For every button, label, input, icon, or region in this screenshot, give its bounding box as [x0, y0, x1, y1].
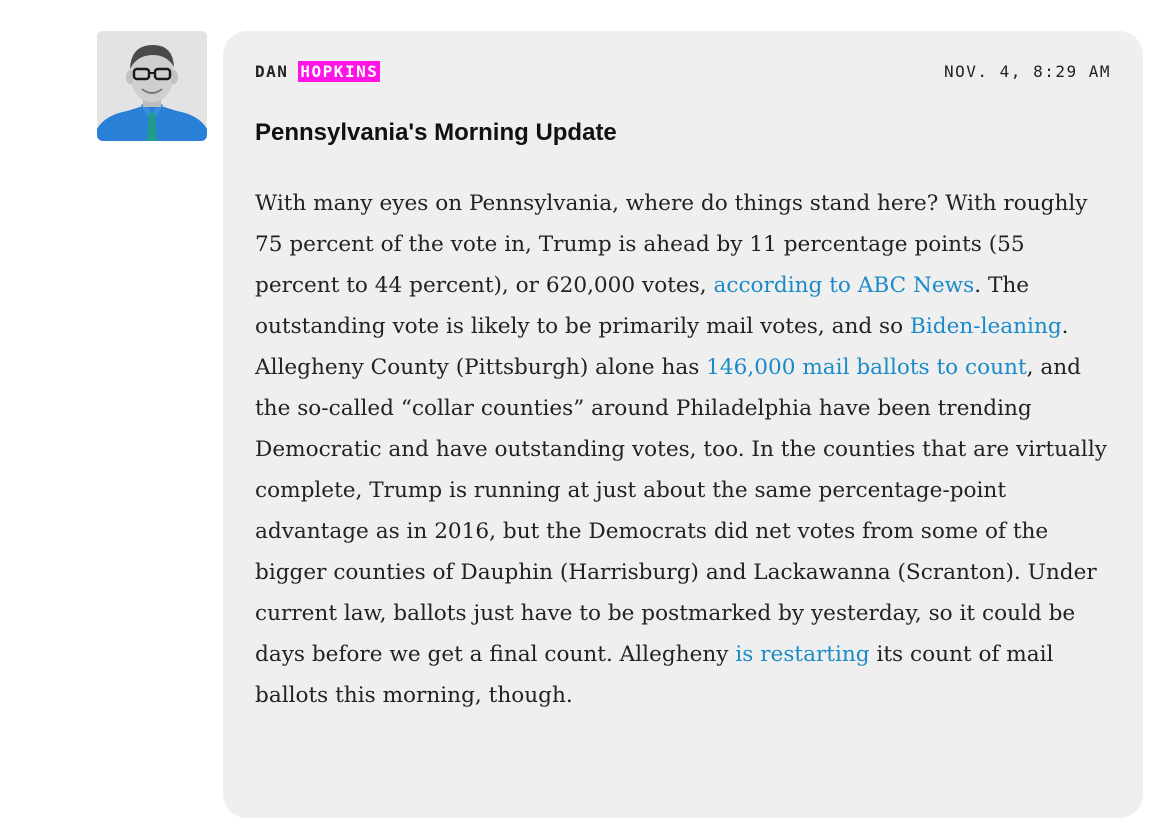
body-text: With many eyes on Pennsylvania, where do things stand here? With roughly 75 percent of the vote in, Trump is ahead by 11 percentage points (55 percent to 44 percent), or 620,000 votes,: [255, 191, 1088, 298]
body-text: . The outstanding vote is likely to be primarily mail votes, and so: [255, 273, 1030, 339]
link-abc-news[interactable]: according to ABC News: [713, 273, 975, 298]
body-text: , and the so-called “collar counties” around Philadelphia have been trending Democratic and have outstanding votes, too. In the counties that are virtually complete, Trump is running at just about the same percentage-point advantage as in 2016, but the Democrats did net votes from some of the bigger counties of Dauphin (Harrisburg) and Lackawanna (Scranton). Under current law, ballots just have to be postmarked by yesterday, so it could be days before we get a final count. Allegheny: [255, 355, 1107, 667]
entry-title: Pennsylvania's Morning Update: [255, 119, 617, 146]
update-card: [223, 31, 1143, 818]
entry-timestamp: NOV. 4, 8:29 AM: [944, 62, 1111, 81]
link-mail-ballots[interactable]: 146,000 mail ballots to count: [706, 355, 1027, 380]
entry-meta: [255, 60, 1111, 84]
link-is-restarting[interactable]: is restarting: [735, 642, 870, 667]
author-portrait-image: [97, 31, 207, 141]
author-last-name: HOPKINS: [300, 62, 379, 81]
entry-body: [255, 183, 1115, 716]
author-avatar[interactable]: [97, 31, 207, 141]
body-text: its count of mail ballots this morning, though.: [255, 642, 1054, 708]
link-biden-leaning[interactable]: Biden-leaning: [909, 314, 1062, 339]
body-text: . Allegheny County (Pittsburgh) alone has: [255, 314, 1069, 380]
author-byline[interactable]: [255, 62, 380, 81]
author-first-name: DAN: [255, 62, 289, 81]
